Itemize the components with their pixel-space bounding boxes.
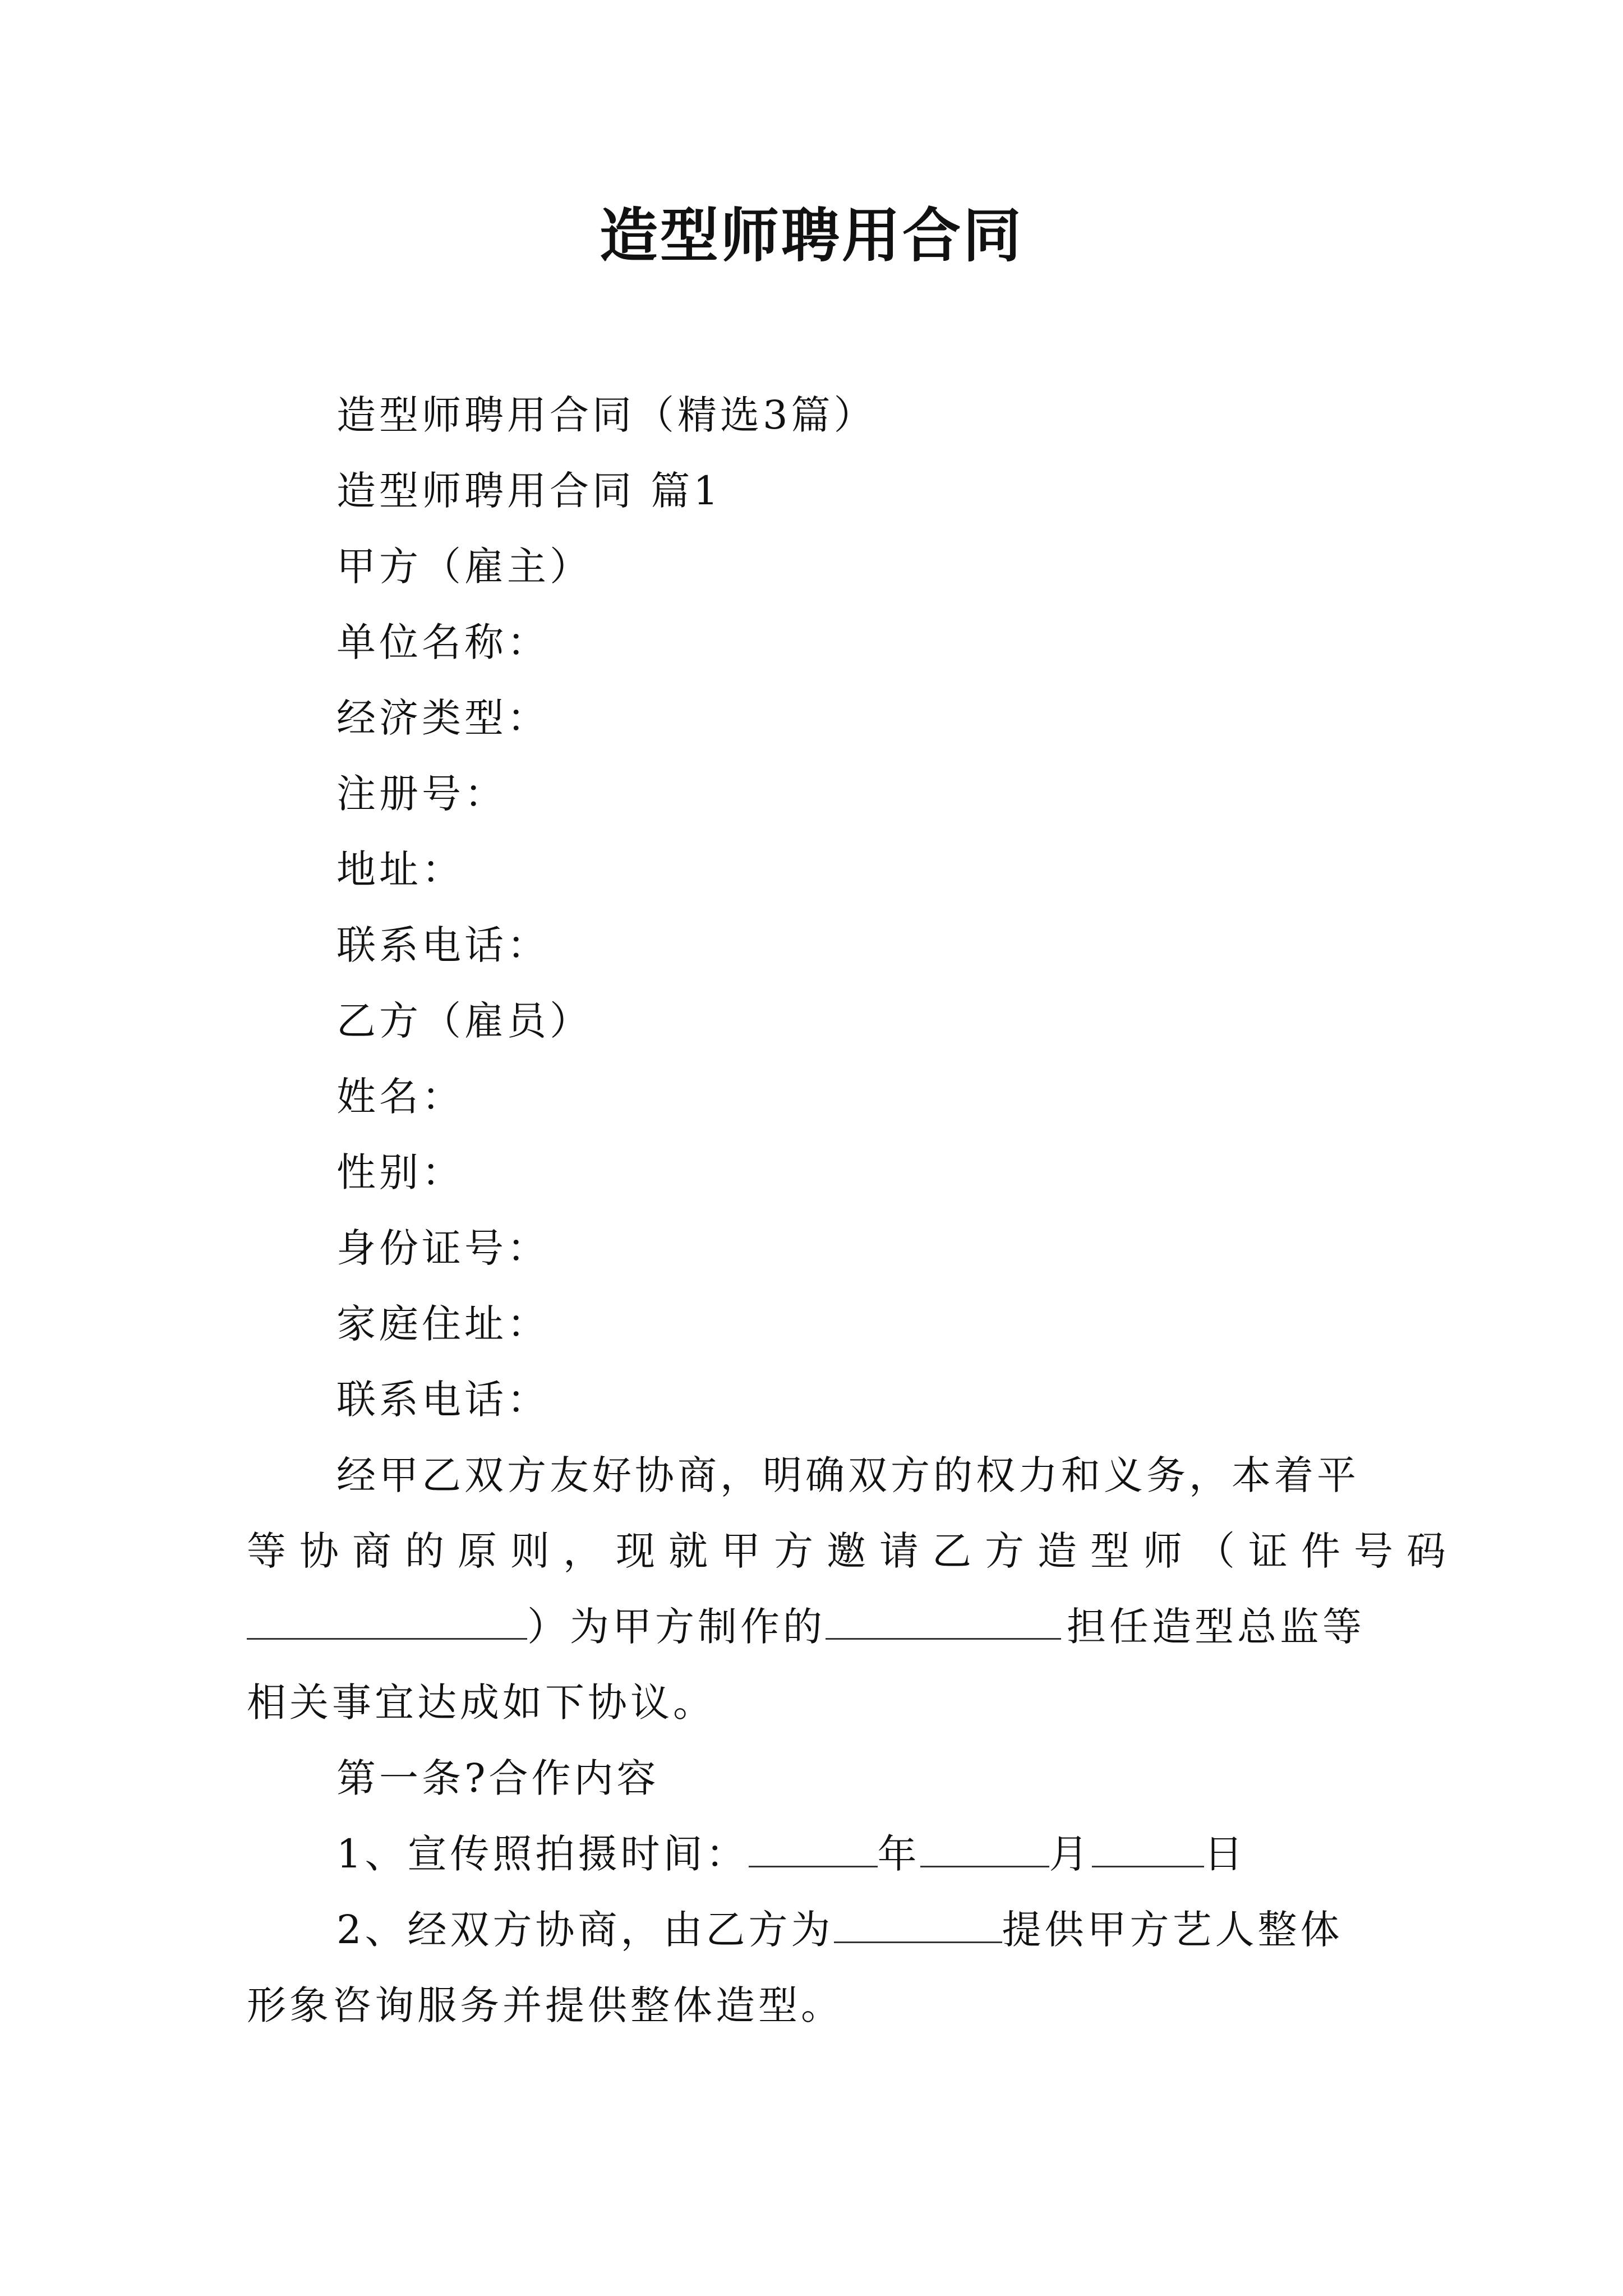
section-1-heading: 第一条?合作内容 [336,1755,660,1801]
day-blank [1092,1826,1204,1867]
id-no-field: 身份证号： [336,1225,550,1271]
subtitle: 造型师聘用合同（精选3篇） [336,392,877,438]
day-label: 日 [1204,1831,1247,1877]
phone-a-field: 联系电话： [336,922,550,968]
year-label: 年 [877,1831,920,1877]
item-2-line-1 [336,1902,1343,1958]
economic-type-field: 经济类型： [336,695,550,741]
production-blank [826,1599,1061,1640]
item-2-text-a: 2、经双方协商，由乙方为 [336,1907,834,1953]
intro-line-1 [336,1447,1380,1503]
certificate-no-blank [247,1599,527,1640]
intro-line-4 [247,1674,1380,1731]
shoot-date-label: 1、宣传照拍摄时间： [336,1831,749,1877]
intro-line-3 [247,1599,1380,1655]
shoot-date-line [336,1826,1247,1882]
intro-line-2 [247,1523,1459,1579]
item-2-line-2-text: 形象咨询服务并提供整体造型。 [247,1982,843,2028]
intro-line-3-text-b: 担任造型总监等 [1067,1604,1365,1650]
intro-line-3-text-a: ）为甲方制作的 [527,1604,826,1650]
name-field: 姓名： [336,1074,464,1120]
intro-line-1-text: 经甲乙双方友好协商，明确双方的权力和义务，本着平 [336,1452,1359,1498]
document-title: 造型师聘用合同 [599,201,1023,270]
party-a-heading: 甲方（雇主） [336,544,592,590]
address-field: 地址： [336,846,464,892]
intro-line-2-text: 等协商的原则，现就甲方邀请乙方造型师（证件号码 [247,1528,1459,1574]
client-blank [834,1902,1002,1943]
month-label: 月 [1049,1831,1092,1877]
intro-line-4-text: 相关事宜达成如下协议。 [247,1680,716,1726]
party-b-heading: 乙方（雇员） [336,998,592,1044]
home-address-field: 家庭住址： [336,1301,550,1347]
phone-b-field: 联系电话： [336,1377,550,1423]
month-blank [920,1826,1049,1867]
article-heading: 造型师聘用合同 篇1 [336,468,722,514]
item-2-text-b: 提供甲方艺人整体 [1002,1907,1343,1953]
year-blank [749,1826,878,1867]
item-2-line-2 [247,1977,1380,2033]
unit-name-field: 单位名称： [336,619,550,665]
gender-field: 性别： [336,1149,464,1195]
registration-no-field: 注册号： [336,771,507,817]
